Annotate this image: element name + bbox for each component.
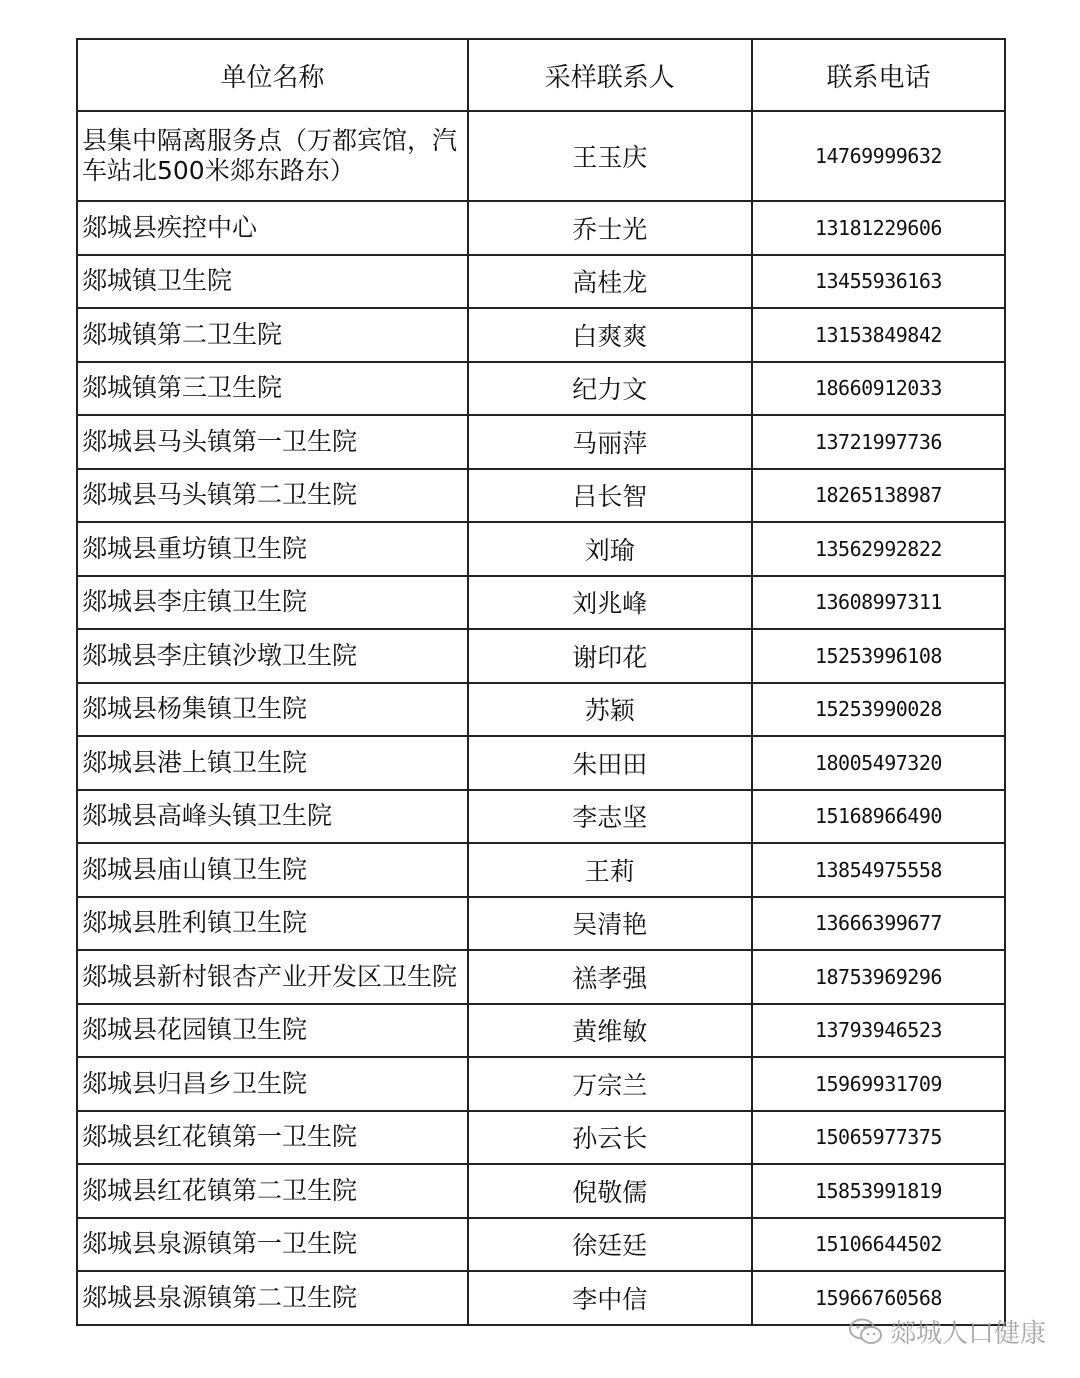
table-row xyxy=(77,362,1005,416)
phone-number-cell: 15065977375 xyxy=(752,1111,1005,1165)
contact-person-cell: 朱田田 xyxy=(468,736,752,790)
unit-name-cell: 郯城县高峰头镇卫生院 xyxy=(77,790,468,844)
contact-person-cell: 孙云长 xyxy=(468,1111,752,1165)
phone-number-cell: 15253996108 xyxy=(752,629,1005,683)
unit-name-cell: 郯城县马头镇第二卫生院 xyxy=(77,469,468,523)
watermark xyxy=(848,1313,1046,1350)
table-row xyxy=(77,469,1005,523)
table-row xyxy=(77,790,1005,844)
table-row xyxy=(77,415,1005,469)
unit-name-cell: 郯城镇卫生院 xyxy=(77,255,468,309)
unit-name-cell: 郯城县泉源镇第一卫生院 xyxy=(77,1218,468,1272)
unit-name-cell: 郯城县胜利镇卫生院 xyxy=(77,897,468,951)
table-row xyxy=(77,683,1005,737)
contact-person-cell: 马丽萍 xyxy=(468,415,752,469)
unit-name-cell: 郯城县李庄镇卫生院 xyxy=(77,576,468,630)
table-row xyxy=(77,255,1005,309)
phone-number-cell: 18005497320 xyxy=(752,736,1005,790)
watermark-text: 郯城人口健康 xyxy=(889,1319,1046,1349)
table-row xyxy=(77,576,1005,630)
contact-person-cell: 万宗兰 xyxy=(468,1057,752,1111)
unit-name-cell: 郯城县新村银杏产业开发区卫生院 xyxy=(77,950,468,1004)
phone-number-cell: 15106644502 xyxy=(752,1218,1005,1272)
unit-name-cell: 郯城县疾控中心 xyxy=(77,201,468,255)
unit-name-cell: 郯城县红花镇第一卫生院 xyxy=(77,1111,468,1165)
table-row xyxy=(77,629,1005,683)
contact-person-cell: 吕长智 xyxy=(468,469,752,523)
contact-person-cell: 李志坚 xyxy=(468,790,752,844)
header-sampling-contact: 采样联系人 xyxy=(468,39,752,111)
contact-person-cell: 李中信 xyxy=(468,1271,752,1325)
phone-number-cell: 13666399677 xyxy=(752,897,1005,951)
wechat-icon xyxy=(848,1317,884,1347)
contact-person-cell: 王莉 xyxy=(468,843,752,897)
phone-number-cell: 13854975558 xyxy=(752,843,1005,897)
unit-name-cell: 郯城镇第二卫生院 xyxy=(77,308,468,362)
table-row xyxy=(77,1004,1005,1058)
table-row xyxy=(77,1057,1005,1111)
unit-name-cell: 郯城县港上镇卫生院 xyxy=(77,736,468,790)
unit-name-cell: 郯城镇第三卫生院 xyxy=(77,362,468,416)
header-contact-phone: 联系电话 xyxy=(752,39,1005,111)
phone-number-cell: 13455936163 xyxy=(752,255,1005,309)
contact-person-cell: 白爽爽 xyxy=(468,308,752,362)
phone-number-cell: 13608997311 xyxy=(752,576,1005,630)
contact-person-cell: 乔士光 xyxy=(468,201,752,255)
contact-person-cell: 纪力文 xyxy=(468,362,752,416)
contact-person-cell: 刘兆峰 xyxy=(468,576,752,630)
phone-number-cell: 18753969296 xyxy=(752,950,1005,1004)
contact-person-cell: 谢印花 xyxy=(468,629,752,683)
contact-person-cell: 倪敬儒 xyxy=(468,1164,752,1218)
table-row xyxy=(77,201,1005,255)
phone-number-cell: 15969931709 xyxy=(752,1057,1005,1111)
phone-number-cell: 15253990028 xyxy=(752,683,1005,737)
unit-name-cell: 郯城县重坊镇卫生院 xyxy=(77,522,468,576)
phone-number-cell: 15853991819 xyxy=(752,1164,1005,1218)
table-row xyxy=(77,1164,1005,1218)
contact-person-cell: 吴清艳 xyxy=(468,897,752,951)
unit-name-cell: 郯城县红花镇第二卫生院 xyxy=(77,1164,468,1218)
unit-name-cell: 郯城县杨集镇卫生院 xyxy=(77,683,468,737)
unit-name-cell: 郯城县泉源镇第二卫生院 xyxy=(77,1271,468,1325)
phone-number-cell: 13562992822 xyxy=(752,522,1005,576)
phone-number-cell: 13153849842 xyxy=(752,308,1005,362)
table-row xyxy=(77,843,1005,897)
phone-number-cell: 15168966490 xyxy=(752,790,1005,844)
phone-number-cell: 13793946523 xyxy=(752,1004,1005,1058)
table-header-row xyxy=(77,39,1005,111)
contact-person-cell: 禚孝强 xyxy=(468,950,752,1004)
unit-name-cell: 郯城县庙山镇卫生院 xyxy=(77,843,468,897)
table-row xyxy=(77,111,1005,201)
unit-name-cell: 郯城县花园镇卫生院 xyxy=(77,1004,468,1058)
contact-person-cell: 高桂龙 xyxy=(468,255,752,309)
table-row xyxy=(77,1218,1005,1272)
contact-table xyxy=(76,38,1006,1326)
unit-name-cell: 郯城县马头镇第一卫生院 xyxy=(77,415,468,469)
phone-number-cell: 15966760568 xyxy=(752,1271,1005,1325)
contact-person-cell: 刘瑜 xyxy=(468,522,752,576)
phone-number-cell: 18660912033 xyxy=(752,362,1005,416)
table-row xyxy=(77,897,1005,951)
table-row xyxy=(77,736,1005,790)
header-unit-name: 单位名称 xyxy=(77,39,468,111)
contact-person-cell: 王玉庆 xyxy=(468,111,752,201)
phone-number-cell: 13721997736 xyxy=(752,415,1005,469)
unit-name-cell: 县集中隔离服务点（万都宾馆，汽车站北500米郯东路东） xyxy=(77,111,468,201)
table-row xyxy=(77,308,1005,362)
table-row xyxy=(77,1111,1005,1165)
unit-name-cell: 郯城县李庄镇沙墩卫生院 xyxy=(77,629,468,683)
contact-person-cell: 徐廷廷 xyxy=(468,1218,752,1272)
phone-number-cell: 13181229606 xyxy=(752,201,1005,255)
table-row xyxy=(77,522,1005,576)
unit-name-cell: 郯城县归昌乡卫生院 xyxy=(77,1057,468,1111)
contact-person-cell: 苏颖 xyxy=(468,683,752,737)
phone-number-cell: 14769999632 xyxy=(752,111,1005,201)
table-row xyxy=(77,950,1005,1004)
contact-person-cell: 黄维敏 xyxy=(468,1004,752,1058)
phone-number-cell: 18265138987 xyxy=(752,469,1005,523)
